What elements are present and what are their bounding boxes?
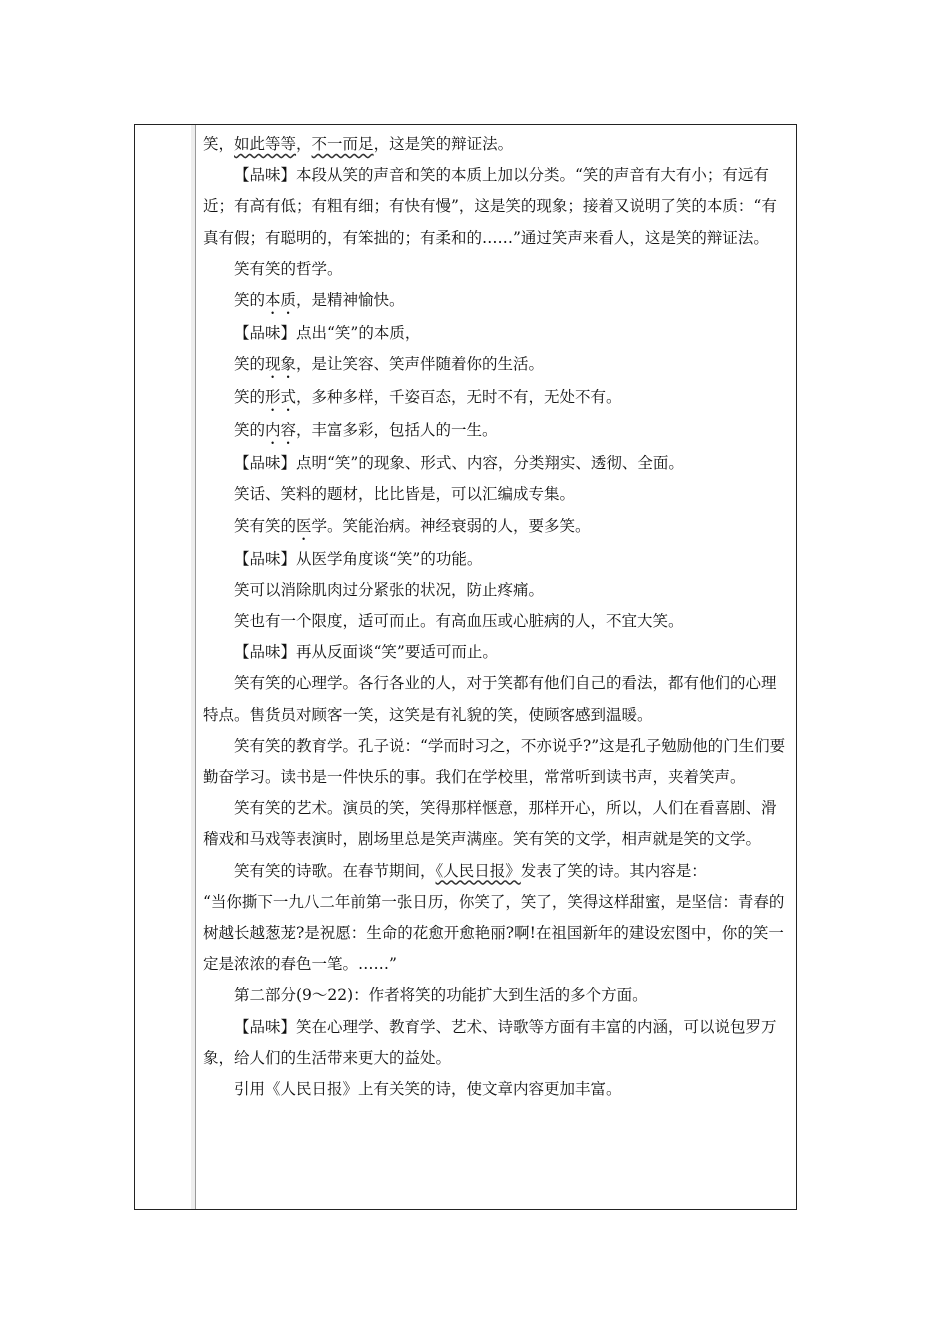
text-segment: ，多种多样，千姿百态，无时不有，无处不有。 <box>296 388 622 407</box>
text-segment: 笑有笑的 <box>234 516 297 535</box>
paragraph <box>203 637 787 668</box>
paragraph <box>203 544 787 575</box>
paragraph <box>203 1074 787 1105</box>
text-segment: ，是让笑容、笑声伴随着你的生活。 <box>296 355 545 374</box>
paragraph <box>203 606 787 637</box>
emphasis-wavy: 如此等等 <box>234 135 297 153</box>
text-segment: 笑话、笑料的题材，比比皆是，可以汇编成专集。 <box>234 485 576 504</box>
paragraph <box>203 318 787 349</box>
paragraph <box>203 980 787 1011</box>
text-segment: ， <box>296 135 312 153</box>
paragraph <box>203 479 787 510</box>
text-segment: 笑有笑的诗歌。在春节期间， <box>234 861 436 880</box>
text-segment: 【品味】从医学角度谈“笑”的功能。 <box>234 549 483 568</box>
paragraph <box>203 448 787 479</box>
emphasis-dotted: 本质 <box>265 291 297 310</box>
emphasis-wavy: 不一而足 <box>311 135 374 153</box>
text-content <box>203 129 787 1105</box>
paragraph <box>203 349 787 382</box>
text-segment: “当你撕下一九八二年前第一张日历，你笑了，笑了，笑得这样甜蜜，是坚信：青春的树越长越葱茏?是祝愿：生命的花愈开愈艳丽?啊!在祖国新年的建设宏图中，你的笑一定是浓浓的春色一笔。……” <box>203 892 785 974</box>
text-segment: 发表了笑的诗。其内容是： <box>520 861 707 880</box>
text-segment: ，是精神愉快。 <box>296 291 405 310</box>
text-segment: 【品味】本段从笑的声音和笑的本质上加以分类。“笑的声音有大有小；有远有近；有高有低；有粗有细；有快有慢”，这是笑的现象；接着又说明了笑的本质：“有真有假；有聪明的，有笨拙的；有柔和的……”通过笑声来看人，这是笑的辩证法。 <box>203 166 777 247</box>
emphasis-wavy: 《人民日报》 <box>435 861 521 880</box>
text-segment: 笑也有一个限度，适可而止。有高血压或心脏病的人，不宜大笑。 <box>234 612 684 631</box>
text-segment: 学。笑能治病。神经衰弱的人，要多笑。 <box>311 516 591 535</box>
text-segment: 笑有笑的教育学。孔子说：“学而时习之，不亦说乎?”这是孔子勉励他的门生们要勤奋学习。读书是一件快乐的事。我们在学校里，常常听到读书声，夹着笑声。 <box>203 736 786 787</box>
text-segment: 笑有笑的艺术。演员的笑，笑得那样惬意，那样开心，所以，人们在看喜剧、滑稽戏和马戏等表演时，剧场里总是笑声满座。笑有笑的文学，相声就是笑的文学。 <box>203 799 777 849</box>
paragraph <box>203 129 787 160</box>
emphasis-dotted: 内容 <box>265 421 297 440</box>
paragraph <box>203 254 787 285</box>
text-segment: 【品味】点出“笑”的本质， <box>234 324 421 343</box>
text-segment: 笑的 <box>234 291 266 310</box>
text-segment: 笑有笑的哲学。 <box>234 259 343 278</box>
text-segment: ，丰富多彩，包括人的一生。 <box>296 421 498 440</box>
left-column <box>135 125 192 1209</box>
text-segment: 笑的 <box>234 388 266 407</box>
paragraph <box>203 575 787 606</box>
text-segment: 笑有笑的心理学。各行各业的人，对于笑都有他们自己的看法，都有他们的心理特点。售货员对顾客一笑，这笑是有礼貌的笑，使顾客感到温暖。 <box>203 674 777 724</box>
text-segment: 笑， <box>203 135 235 153</box>
paragraph <box>203 285 787 318</box>
paragraph <box>203 887 787 981</box>
table-frame <box>134 124 797 1210</box>
paragraph <box>203 415 787 448</box>
text-segment: 笑的 <box>234 421 266 440</box>
text-segment: 第二部分(9～22)：作者将笑的功能扩大到生活的多个方面。 <box>234 986 648 1005</box>
paragraph <box>203 1012 787 1074</box>
paragraph <box>203 382 787 415</box>
text-segment: 【品味】再从反面谈“笑”要适可而止。 <box>234 643 498 662</box>
emphasis-dotted: 形式 <box>265 388 297 407</box>
text-segment: 【品味】点明“笑”的现象、形式、内容，分类翔实、透彻、全面。 <box>234 454 684 473</box>
paragraph <box>203 856 787 887</box>
text-segment: 引用《人民日报》上有关笑的诗，使文章内容更加丰富。 <box>234 1080 622 1099</box>
paragraph <box>203 731 787 793</box>
paragraph <box>203 668 787 730</box>
paragraph <box>203 160 787 254</box>
emphasis-dotted: 医 <box>296 516 312 535</box>
text-segment: 笑的 <box>234 355 266 374</box>
text-segment: 笑可以消除肌肉过分紧张的状况，防止疼痛。 <box>234 580 545 599</box>
emphasis-dotted: 现象 <box>265 355 297 374</box>
text-segment: ，这是笑的辩证法。 <box>373 135 514 153</box>
paragraph <box>203 793 787 855</box>
paragraph <box>203 511 787 544</box>
text-segment: 【品味】笑在心理学、教育学、艺术、诗歌等方面有丰富的内涵，可以说包罗万象，给人们的生活带来更大的益处。 <box>203 1017 777 1067</box>
column-divider <box>191 125 196 1209</box>
